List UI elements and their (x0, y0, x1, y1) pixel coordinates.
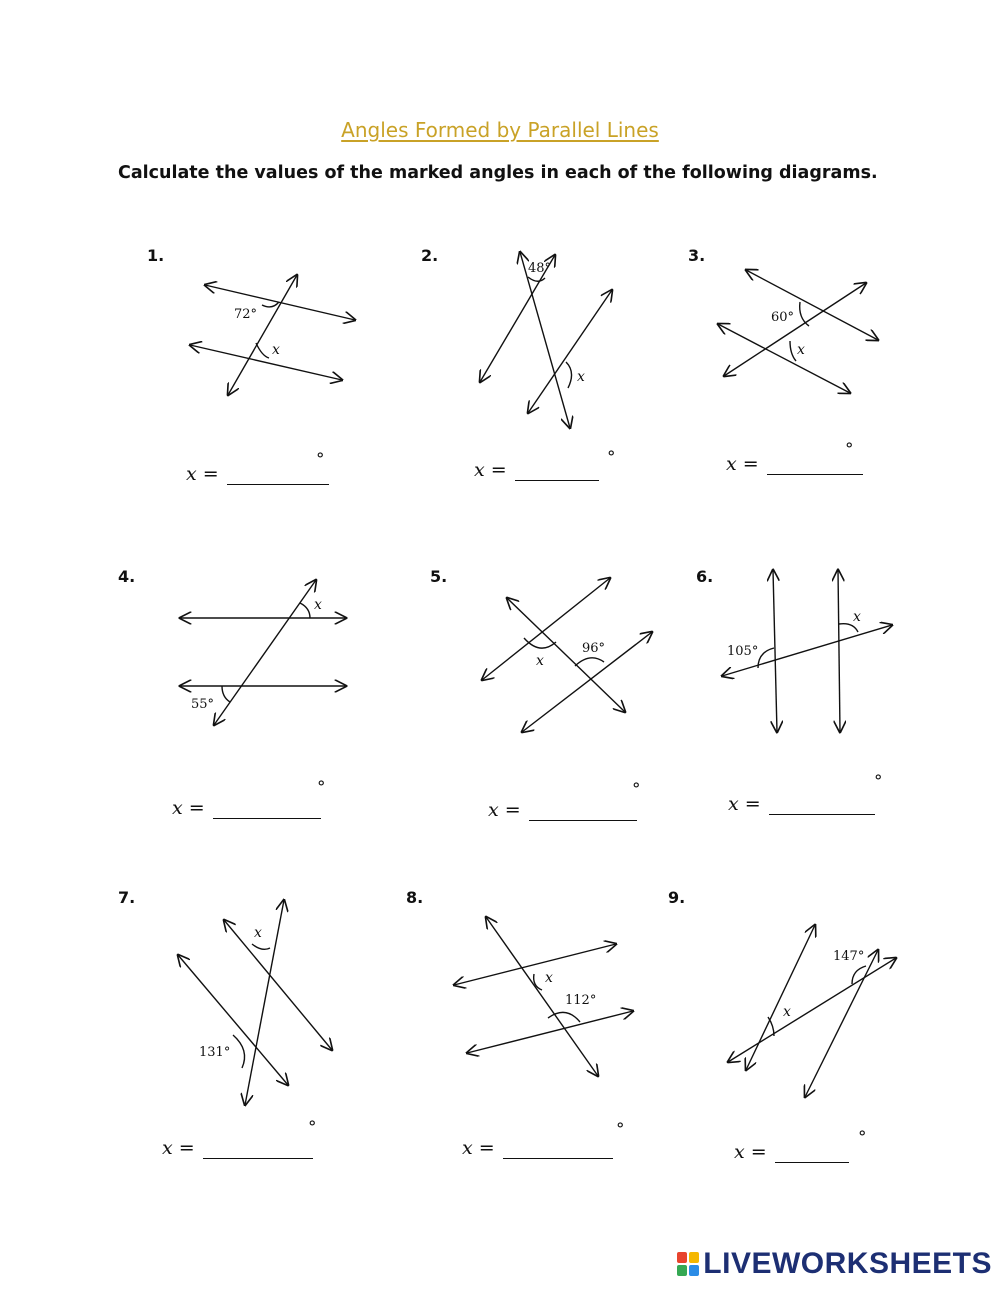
unknown-angle-label: x (783, 1004, 791, 1020)
problem-number-7: 7. (118, 888, 136, 907)
answer-variable: x (186, 463, 197, 485)
answer-input-8[interactable] (503, 1134, 613, 1159)
degree-symbol: ° (632, 780, 641, 800)
given-angle-label: 55° (191, 697, 215, 712)
page-title: Angles Formed by Parallel Lines (341, 118, 659, 142)
problem-number-3: 3. (688, 246, 706, 265)
answer-row-7 (162, 1134, 313, 1159)
answer-variable: x (726, 453, 737, 475)
problem-number-8: 8. (406, 888, 424, 907)
problem-number-4: 4. (118, 567, 136, 586)
answer-row-2 (474, 456, 599, 481)
answer-variable: x (474, 459, 485, 481)
answer-input-1[interactable] (227, 460, 329, 485)
answer-equals: = (750, 1141, 767, 1163)
answer-variable: x (172, 797, 183, 819)
answer-row-4 (172, 794, 321, 819)
answer-variable: x (728, 793, 739, 815)
unknown-angle-label: x (536, 653, 544, 669)
answer-variable: x (488, 799, 499, 821)
given-angle-label: 112° (565, 993, 597, 1008)
logo-text: LIVEWORKSHEETS (703, 1247, 992, 1280)
answer-row-6 (728, 790, 875, 815)
degree-symbol: ° (858, 1128, 867, 1148)
angle-arc (768, 1017, 774, 1036)
answer-row-5 (488, 796, 637, 821)
problem-number-9: 9. (668, 888, 686, 907)
problem-number-1: 1. (147, 246, 165, 265)
given-angle-label: 48° (528, 261, 552, 276)
unknown-angle-label: x (254, 925, 262, 941)
problem-number-5: 5. (430, 567, 448, 586)
answer-variable: x (734, 1141, 745, 1163)
transversal (728, 958, 896, 1062)
answer-equals: = (744, 793, 761, 815)
degree-symbol: ° (616, 1120, 625, 1140)
parallel-line (805, 950, 878, 1097)
liveworksheets-logo (677, 1247, 992, 1281)
given-angle-label: 72° (234, 307, 258, 322)
degree-symbol: ° (308, 1118, 317, 1138)
given-angle-label: 60° (771, 310, 795, 325)
unknown-angle-label: x (797, 342, 805, 358)
parallel-line (746, 925, 815, 1070)
answer-variable: x (462, 1137, 473, 1159)
answer-equals: = (202, 463, 219, 485)
answer-row-9 (734, 1138, 849, 1163)
answer-row-1 (186, 460, 329, 485)
answer-input-4[interactable] (213, 794, 321, 819)
answer-equals: = (478, 1137, 495, 1159)
unknown-angle-label: x (314, 597, 322, 613)
answer-variable: x (162, 1137, 173, 1159)
unknown-angle-label: x (272, 342, 280, 358)
degree-symbol: ° (317, 778, 326, 798)
answer-equals: = (742, 453, 759, 475)
instructions: Calculate the values of the marked angles in each of the following diagrams. (118, 163, 878, 183)
problem-number-2: 2. (421, 246, 439, 265)
answer-input-9[interactable] (775, 1138, 849, 1163)
answer-input-5[interactable] (529, 796, 637, 821)
given-angle-label: 147° (833, 949, 865, 964)
answer-equals: = (188, 797, 205, 819)
unknown-angle-label: x (545, 970, 553, 986)
unknown-angle-label: x (853, 609, 861, 625)
logo-icon (677, 1252, 699, 1276)
degree-symbol: ° (607, 448, 616, 468)
degree-symbol: ° (316, 450, 325, 470)
answer-row-3 (726, 450, 863, 475)
answer-equals: = (490, 459, 507, 481)
problem-number-6: 6. (696, 567, 714, 586)
given-angle-label: 105° (727, 644, 759, 659)
answer-equals: = (504, 799, 521, 821)
unknown-angle-label: x (577, 369, 585, 385)
answer-equals: = (178, 1137, 195, 1159)
answer-input-7[interactable] (203, 1134, 313, 1159)
given-angle-label: 131° (199, 1045, 231, 1060)
answer-input-6[interactable] (769, 790, 875, 815)
degree-symbol: ° (874, 772, 883, 792)
answer-input-2[interactable] (515, 456, 599, 481)
degree-symbol: ° (845, 440, 854, 460)
given-angle-label: 96° (582, 641, 606, 656)
answer-row-8 (462, 1134, 613, 1159)
